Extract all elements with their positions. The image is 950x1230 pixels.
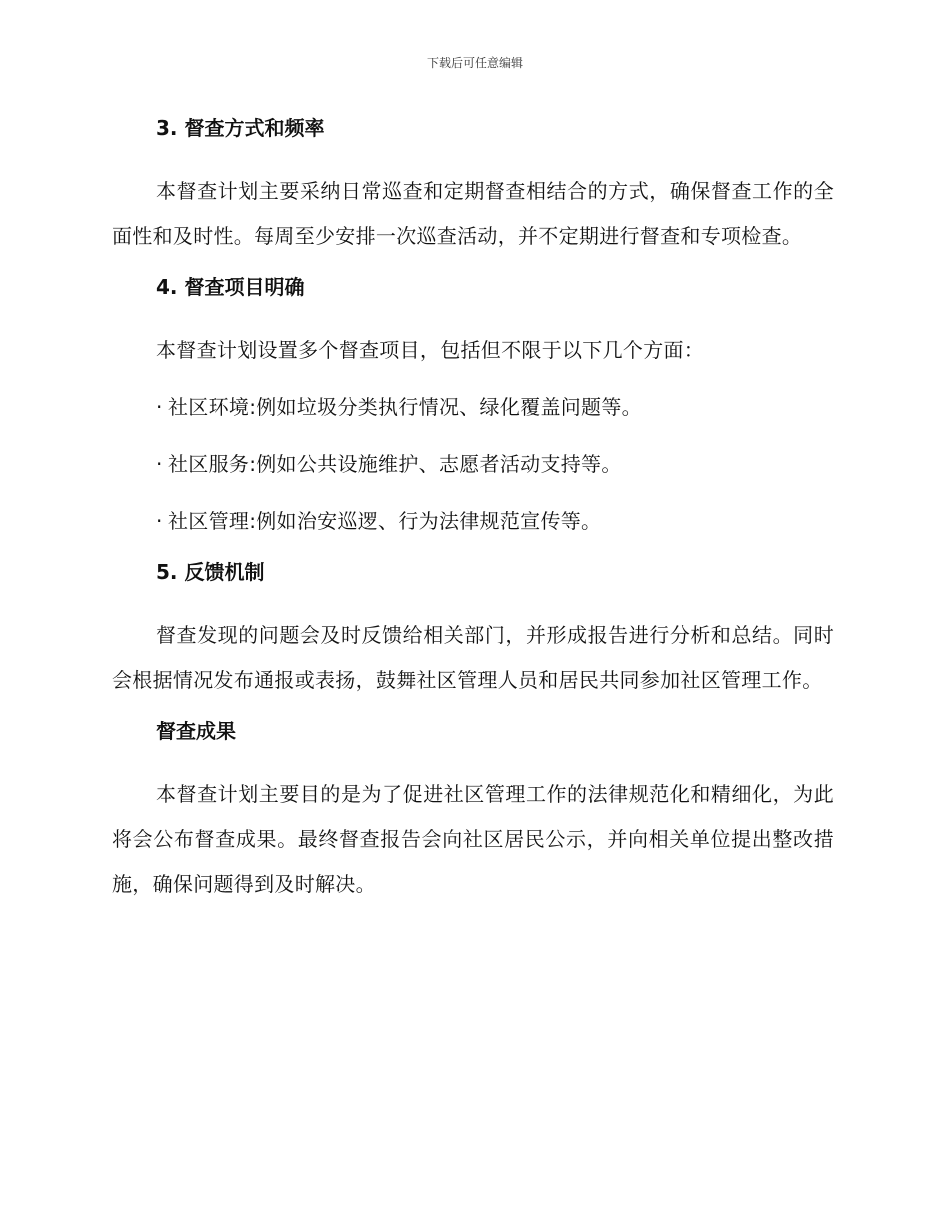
list-item-text: 社区环境:例如垃圾分类执行情况、绿化覆盖问题等。: [168, 395, 642, 419]
list-item-text: 社区管理:例如治安巡逻、行为法律规范宣传等。: [168, 509, 602, 533]
list-item: [112, 385, 834, 430]
list-item: [112, 499, 834, 544]
page-header: 下载后可任意编辑: [426, 56, 523, 70]
bullet-dot-icon: ·: [156, 509, 163, 533]
section-heading-4: 4. 督查项目明确: [156, 275, 305, 299]
document-body: [112, 112, 834, 919]
section-heading-5: 5. 反馈机制: [156, 560, 265, 584]
section-paragraph-5: 督查发现的问题会及时反馈给相关部门，并形成报告进行分析和总结。同时会根据情况发布通报或表扬，鼓舞社区管理人员和居民共同参加社区管理工作。: [112, 623, 834, 692]
bullet-dot-icon: ·: [156, 452, 163, 476]
section-heading-3: 3. 督查方式和频率: [156, 116, 325, 140]
list-item: [112, 442, 834, 487]
section-paragraph-3: 本督查计划主要采纳日常巡查和定期督查相结合的方式，确保督查工作的全面性和及时性。每周至少安排一次巡查活动，并不定期进行督查和专项检查。: [112, 179, 834, 248]
section-paragraph-results: 本督查计划主要目的是为了促进社区管理工作的法律规范化和精细化，为此将会公布督查成果。最终督查报告会向社区居民公示，并向相关单位提出整改措施，确保问题得到及时解决。: [112, 782, 834, 896]
list-item-text: 社区服务:例如公共设施维护、志愿者活动支持等。: [168, 452, 622, 476]
bullet-dot-icon: ·: [156, 395, 163, 419]
section-heading-results: 督查成果: [156, 719, 236, 743]
section-paragraph-4: 本督查计划设置多个督查项目，包括但不限于以下几个方面：: [156, 338, 705, 362]
